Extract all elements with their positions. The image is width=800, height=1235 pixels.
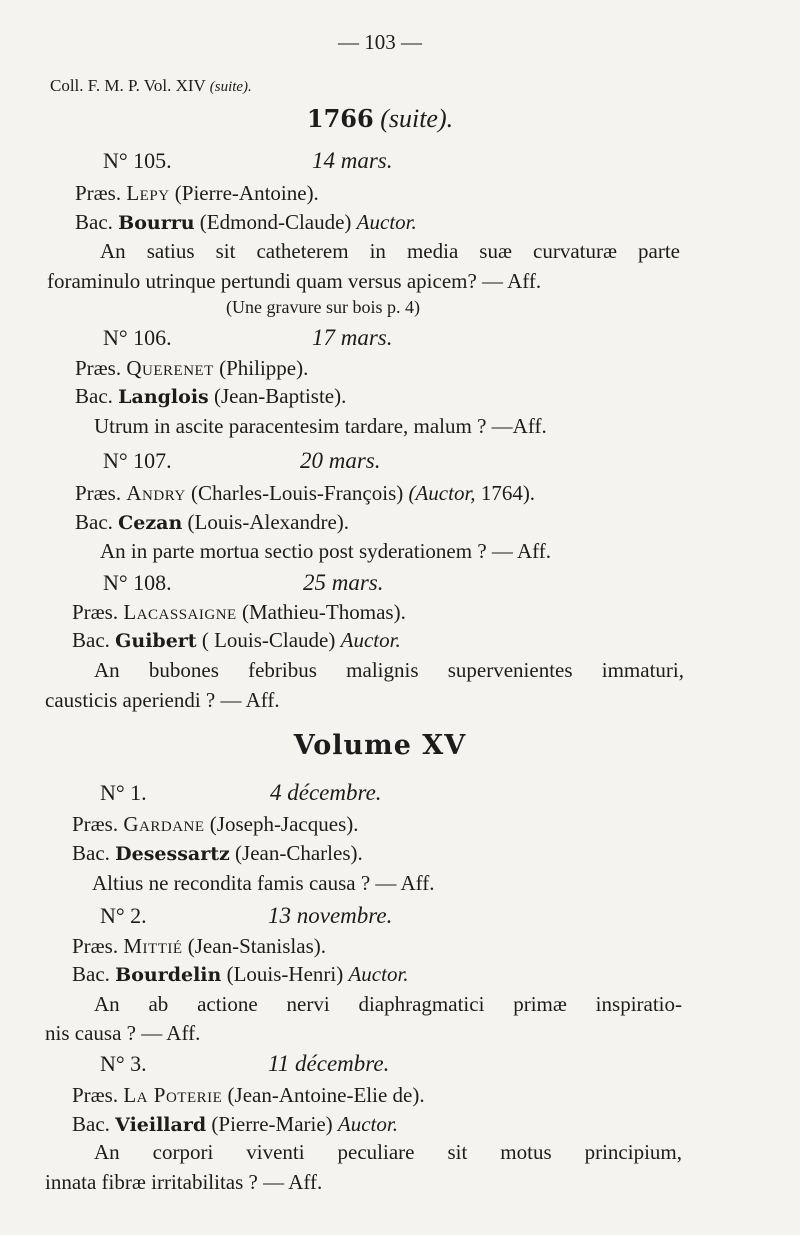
entry-number: N° 3. xyxy=(100,1051,147,1076)
thesis-question: An satius sit catheterem in media suæ curvaturæ parte xyxy=(100,239,680,263)
page-number: — 103 — xyxy=(338,30,422,54)
bachelor-line xyxy=(75,210,417,235)
bachelor-prefix: Bac. xyxy=(75,210,113,234)
praeses-name: Gardane xyxy=(123,812,205,836)
bachelor-forenames: (Pierre-Marie) xyxy=(211,1112,333,1136)
collection-header xyxy=(50,76,252,96)
entry-number: N° 108. xyxy=(103,570,172,595)
praeses-name: Lacassaigne xyxy=(123,600,237,624)
entry-date: 20 mars. xyxy=(300,448,381,473)
praeses-line xyxy=(72,1083,425,1108)
praeses-line xyxy=(72,934,326,959)
praeses-forenames: (Philippe). xyxy=(219,356,309,380)
praeses-forenames: (Joseph-Jacques). xyxy=(209,812,359,836)
bachelor-prefix: Bac. xyxy=(75,384,113,408)
entry-date: 17 mars. xyxy=(312,325,393,350)
bachelor-prefix: Bac. xyxy=(75,510,113,534)
praeses-line xyxy=(75,356,308,381)
thesis-question-cont: innata fibræ irritabilitas ? — Aff. xyxy=(45,1170,323,1194)
engraving-note: (Une gravure sur bois p. 4) xyxy=(226,297,420,317)
bachelor-forenames: (Edmond-Claude) xyxy=(199,210,352,234)
collection-label: Coll. F. M. P. Vol. XIV xyxy=(50,76,206,95)
thesis-question: An bubones febribus malignis supervenientes immaturi, xyxy=(94,658,684,682)
bachelor-line xyxy=(72,962,409,987)
praeses-prefix: Præs. xyxy=(75,181,122,205)
bachelor-prefix: Bac. xyxy=(72,1112,110,1136)
thesis-question: Altius ne recondita famis causa ? — Aff. xyxy=(92,871,435,895)
praeses-prefix: Præs. xyxy=(72,812,119,836)
entry-date: 14 mars. xyxy=(312,148,393,173)
praeses-line xyxy=(75,181,319,206)
entry-number: N° 2. xyxy=(100,903,147,928)
auctor-label: Auctor. xyxy=(340,628,401,652)
bachelor-name: Langlois xyxy=(118,386,209,408)
bachelor-forenames: (Jean-Baptiste). xyxy=(213,384,347,408)
bachelor-name: Bourru xyxy=(118,212,195,234)
bachelor-prefix: Bac. xyxy=(72,628,110,652)
praeses-forenames: (Jean-Antoine-Elie de). xyxy=(227,1083,425,1107)
auctor-label: Auctor. xyxy=(356,210,417,234)
praeses-line xyxy=(72,600,406,625)
thesis-question: An ab actione nervi diaphragmatici primæ inspiratio- xyxy=(94,992,682,1016)
praeses-forenames: (Pierre-Antoine). xyxy=(174,181,319,205)
praeses-forenames: (Charles-Louis-François) xyxy=(190,481,404,505)
bachelor-name: Guibert xyxy=(115,630,197,652)
bachelor-line xyxy=(75,510,349,535)
praeses-name: Querenet xyxy=(126,356,214,380)
auctor-label: Auctor. xyxy=(337,1112,398,1136)
praeses-forenames: (Mathieu-Thomas). xyxy=(241,600,406,624)
praeses-prefix: Præs. xyxy=(72,1083,119,1107)
thesis-question-cont: foraminulo utrinque pertundi quam versus apicem? — Aff. xyxy=(47,269,542,293)
praeses-name: Andry xyxy=(126,481,186,505)
bachelor-forenames: (Louis-Alexandre). xyxy=(187,510,350,534)
entry-number: N° 106. xyxy=(103,325,172,350)
praeses-name: Lepy xyxy=(126,181,170,205)
auctor-label: Auctor. xyxy=(348,962,409,986)
bachelor-forenames: (Jean-Charles). xyxy=(235,841,363,865)
thesis-question: An corpori viventi peculiare sit motus principium, xyxy=(94,1140,682,1164)
entry-date: 25 mars. xyxy=(303,570,384,595)
year-number: 1766 xyxy=(306,104,374,133)
entry-date: 13 novembre. xyxy=(268,903,393,928)
collection-suite: (suite). xyxy=(209,79,252,95)
bachelor-prefix: Bac. xyxy=(72,841,110,865)
thesis-question: An in parte mortua sectio post syderationem ? — Aff. xyxy=(100,539,552,563)
entry-date: 4 décembre. xyxy=(270,780,382,805)
entry-number: N° 107. xyxy=(103,448,172,473)
praeses-name: La Poterie xyxy=(123,1083,223,1107)
bachelor-prefix: Bac. xyxy=(72,962,110,986)
bachelor-forenames: ( Louis-Claude) xyxy=(201,628,336,652)
praeses-prefix: Præs. xyxy=(72,600,119,624)
bachelor-name: Bourdelin xyxy=(115,964,222,986)
auctor-label: (Auctor, xyxy=(408,481,476,505)
praeses-line xyxy=(72,812,358,837)
bachelor-line xyxy=(75,384,346,409)
praeses-prefix: Præs. xyxy=(75,481,122,505)
thesis-question: Utrum in ascite paracentesim tardare, malum ? —Aff. xyxy=(94,414,547,438)
year-heading xyxy=(0,104,760,134)
praeses-forenames: (Jean-Stanislas). xyxy=(187,934,326,958)
praeses-line xyxy=(75,481,535,506)
bachelor-line xyxy=(72,841,363,866)
entry-date: 11 décembre. xyxy=(268,1051,390,1076)
bachelor-line xyxy=(72,628,401,653)
bachelor-forenames: (Louis-Henri) xyxy=(226,962,344,986)
bachelor-line xyxy=(72,1112,398,1137)
praeses-name: Mittié xyxy=(123,934,183,958)
praeses-prefix: Præs. xyxy=(75,356,122,380)
auctor-year: 1764). xyxy=(480,481,536,505)
bachelor-name: Vieillard xyxy=(115,1114,207,1136)
entry-number: N° 105. xyxy=(103,148,172,173)
thesis-question-cont: causticis aperiendi ? — Aff. xyxy=(45,688,280,712)
bachelor-name: Desessartz xyxy=(115,843,230,865)
thesis-question-cont: nis causa ? — Aff. xyxy=(45,1021,201,1045)
entry-number: N° 1. xyxy=(100,780,147,805)
year-suite: (suite). xyxy=(380,104,454,133)
praeses-prefix: Præs. xyxy=(72,934,119,958)
volume-heading: Volume XV xyxy=(293,730,467,761)
bachelor-name: Cezan xyxy=(118,512,183,534)
